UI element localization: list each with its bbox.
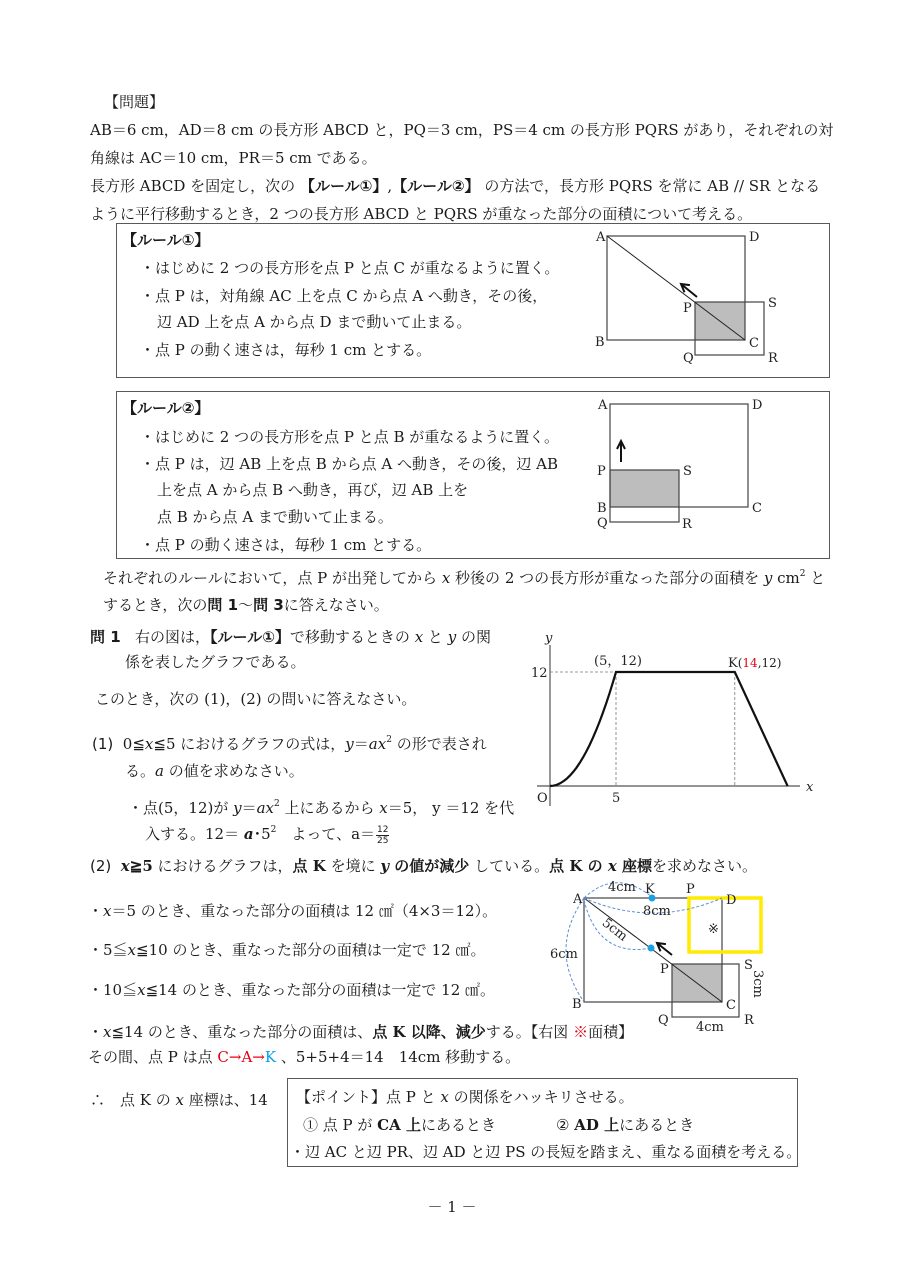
text: CA 上 xyxy=(377,1116,421,1134)
rule2-item: 上を点 A から点 B へ動き，再び，辺 AB 上を xyxy=(157,481,469,499)
var-y: y xyxy=(345,735,354,753)
var-x: x xyxy=(379,799,388,817)
var-ax: ax xyxy=(368,735,387,753)
problem-line-2: 角線は AC＝10 cm，PR＝5 cm である。 xyxy=(90,149,377,167)
text: ・ xyxy=(88,1023,104,1041)
label-r: R xyxy=(744,1013,754,1028)
var-x: x xyxy=(137,981,146,999)
label-d: D xyxy=(726,893,737,908)
conclusion xyxy=(90,1090,268,1110)
text: 上にあるから xyxy=(279,799,380,817)
text: 入する。12＝ xyxy=(145,825,244,843)
rule1-diagram xyxy=(580,222,800,382)
length-ak: 4cm xyxy=(608,880,636,895)
text: の形で表され xyxy=(391,735,487,753)
label-k: K xyxy=(645,882,655,897)
text: している。 xyxy=(469,857,550,875)
point-line-1 xyxy=(296,1087,634,1107)
rule1-item: 辺 AD 上を点 A から点 D まで動いて止まる。 xyxy=(157,313,472,331)
var-y: y xyxy=(447,628,457,646)
var-a: a xyxy=(243,825,254,843)
label-c: C xyxy=(752,501,762,516)
overlap-area xyxy=(610,470,679,507)
rule1-item: ・点 P は，対角線 AC 上を点 C から点 A へ動き，その後， xyxy=(140,287,548,305)
var-x: x xyxy=(440,1088,449,1106)
rule2-item: 点 B から点 A まで動いて止まる。 xyxy=(157,508,393,526)
path-k: K xyxy=(264,1048,277,1066)
path-c-a: C→A→ xyxy=(217,1048,265,1066)
superscript: 2 xyxy=(799,569,806,579)
var-a: a xyxy=(155,762,164,780)
text: ∴ 点 K の xyxy=(90,1091,176,1109)
length-ab: 6cm xyxy=(550,947,578,962)
var-y: y xyxy=(380,857,390,875)
unit: cm xyxy=(772,569,800,587)
label-q: Q xyxy=(597,516,608,531)
text: におけるグラフは， xyxy=(152,857,293,875)
text: に答えなさい。 xyxy=(283,596,389,614)
rule2-item: ・点 P の動く速さは，毎秒 1 cm とする。 xyxy=(140,536,432,554)
length-qr: 4cm xyxy=(696,1020,724,1035)
problem-line-3 xyxy=(90,176,820,196)
var-x: x xyxy=(127,941,137,959)
length-ad: 8cm xyxy=(643,904,671,919)
superscript: 2 xyxy=(270,825,277,835)
sub1-label: (1) xyxy=(92,735,114,753)
k-label: K xyxy=(728,656,738,671)
explanation-line xyxy=(88,940,485,960)
text: よって、a＝ xyxy=(276,825,376,843)
text: の関 xyxy=(456,628,491,646)
graph-line xyxy=(550,672,788,786)
k-x-value: 14 xyxy=(742,656,758,670)
problem-line-4: ように平行移動するとき，2 つの長方形 ABCD と PQRS が重なった部分の面積について考える。 xyxy=(90,205,753,223)
explanation-diagram xyxy=(540,868,780,1038)
point-dot xyxy=(648,945,655,952)
text: 0≦ xyxy=(122,735,145,753)
question1-label: 問 1 xyxy=(90,628,121,646)
label-a: A xyxy=(598,398,608,413)
var-x: x xyxy=(175,1091,184,1109)
question1-line-1 xyxy=(90,627,491,647)
arrow-up-left-icon xyxy=(681,284,697,297)
text: ＝5 のとき、重なった部分の面積は 12 ㎠（4×3＝12）。 xyxy=(111,902,498,920)
text: ～ xyxy=(238,596,254,614)
text: ・点(5，12)が xyxy=(128,799,234,817)
page-number: － 1 － xyxy=(427,1198,477,1216)
highlight-area-box xyxy=(689,898,761,952)
label-d: D xyxy=(752,398,763,413)
label-r: R xyxy=(682,517,692,532)
label-p: P xyxy=(597,464,606,479)
fraction-numerator: 12 xyxy=(377,824,389,835)
label-c: C xyxy=(749,336,759,351)
text: ＝ xyxy=(241,799,257,817)
text: 面積】 xyxy=(588,1023,634,1041)
var-y: y xyxy=(763,569,773,587)
text: , xyxy=(387,177,393,195)
text: 【ポイント】点 P と xyxy=(296,1088,441,1106)
label-p: P xyxy=(683,301,692,316)
var-x: x xyxy=(103,1023,112,1041)
arrow-up-icon xyxy=(617,441,625,462)
text: AD 上 xyxy=(574,1116,620,1134)
label-c: C xyxy=(726,998,736,1013)
length-ap: 5cm xyxy=(598,915,631,945)
label-s: S xyxy=(768,296,777,311)
rule2-item: ・点 P は，辺 AB 上を点 B から点 A へ動き，その後，辺 AB xyxy=(140,455,558,473)
text: と xyxy=(423,628,448,646)
question-ref: 問 3 xyxy=(253,596,284,614)
superscript: 2 xyxy=(274,799,280,809)
y-axis-label: y xyxy=(545,631,553,646)
var-ax: ax xyxy=(256,799,275,817)
rule1-ref: 【ルール①】 xyxy=(299,177,388,195)
text: ≧5 xyxy=(129,857,153,875)
reference-mark: ※ xyxy=(573,1023,589,1041)
explanation-line xyxy=(88,1047,520,1067)
text: ・10≦ xyxy=(88,981,138,999)
label-p-top: P xyxy=(686,882,695,897)
text: する。【右図 xyxy=(485,1023,574,1041)
text: 座標は、14 xyxy=(183,1091,268,1109)
text: 秒後の 2 つの長方形が重なった部分の面積を xyxy=(450,569,764,587)
text: の値を求めなさい。 xyxy=(163,762,304,780)
rule1-title: 【ルール①】 xyxy=(122,231,210,249)
label-r: R xyxy=(768,351,778,366)
label-a: A xyxy=(596,230,606,245)
point-label-5-12: (5，12) xyxy=(594,654,642,669)
text: ≦14 のとき、重なった部分の面積は、 xyxy=(111,1023,373,1041)
var-x: x xyxy=(414,628,424,646)
intro-line-2 xyxy=(103,595,389,615)
k-rest: ,12) xyxy=(757,656,782,670)
text: それぞれのルールにおいて，点 P が出発してから xyxy=(103,569,442,587)
sub1-answer-line-1 xyxy=(128,798,514,818)
text: 点 K 以降、減少 xyxy=(372,1023,486,1041)
text: ＝ xyxy=(353,735,369,753)
text: の関係をハッキリさせる。 xyxy=(448,1088,634,1106)
arrow-up-left-icon xyxy=(657,943,672,955)
point-label-k xyxy=(728,656,781,671)
y-tick-label: 12 xyxy=(531,666,548,681)
var-x: x xyxy=(441,569,451,587)
point-line-3: ・辺 AC と辺 PR、辺 AD と辺 PS の長短を踏まえ、重なる面積を考える。 xyxy=(290,1143,802,1161)
rule2-diagram xyxy=(580,390,800,558)
text: で移動するときの xyxy=(289,628,415,646)
text: 座標 xyxy=(616,857,652,875)
text: ・ xyxy=(88,902,104,920)
text: 右の図は， xyxy=(134,628,210,646)
label-s: S xyxy=(683,464,692,479)
label-q: Q xyxy=(683,351,694,366)
k-open: ( xyxy=(737,656,743,670)
var-x: x xyxy=(103,902,112,920)
intro-line-1 xyxy=(103,568,825,588)
text: ② xyxy=(556,1116,575,1134)
question-ref: 問 1 xyxy=(207,596,239,614)
explanation-line xyxy=(88,980,495,1000)
var-x: x xyxy=(607,857,617,875)
text: 、5+5+4＝14 14cm 移動する。 xyxy=(276,1048,521,1066)
graph xyxy=(515,630,825,810)
text: 長方形 ABCD を固定し，次の xyxy=(90,177,300,195)
rule2-ref: 【ルール②】 xyxy=(392,177,480,195)
label-q: Q xyxy=(658,1013,669,1028)
label-a: A xyxy=(573,892,583,907)
label-b: B xyxy=(572,997,582,1012)
text: するとき，次の xyxy=(103,596,208,614)
rule1-item: ・はじめに 2 つの長方形を点 P と点 C が重なるように置く。 xyxy=(140,259,560,277)
text: にあるとき xyxy=(420,1116,496,1134)
sub1-answer-line-2 xyxy=(145,824,389,844)
problem-line-1: AB＝6 cm，AD＝8 cm の長方形 ABCD と，PQ＝3 cm，PS＝4 cm の長方形 PQRS があり，それぞれの対 xyxy=(90,121,834,139)
rule2-title: 【ルール②】 xyxy=(122,399,210,417)
var-x: x xyxy=(144,735,154,753)
rule1-ref: 【ルール①】 xyxy=(210,628,290,646)
area-mark: ※ xyxy=(708,922,719,937)
question1-line-2: 係を表したグラフである。 xyxy=(125,653,306,671)
text: にあるとき xyxy=(619,1116,695,1134)
text: ･5 xyxy=(253,825,271,843)
x-tick-label: 5 xyxy=(612,791,621,806)
text: ≦10 のとき、重なった部分の面積は一定で 12 ㎠。 xyxy=(136,941,486,959)
sub1-line-2 xyxy=(125,761,304,781)
var-x: x xyxy=(120,857,130,875)
text: の方法で，長方形 PQRS を常に AB // SR となる xyxy=(479,177,821,195)
question1-instruction: このとき，次の (1)，(2) の問いに答えなさい。 xyxy=(95,690,417,708)
text: ＝5， y ＝12 を代 xyxy=(387,799,515,817)
rule2-item: ・はじめに 2 つの長方形を点 P と点 B が重なるように置く。 xyxy=(140,428,559,446)
text: の値が減少 xyxy=(389,857,470,875)
label-b: B xyxy=(595,335,605,350)
text: を境に xyxy=(325,857,381,875)
label-p: P xyxy=(660,962,669,977)
text: その間、点 P は点 xyxy=(88,1048,218,1066)
var-y: y xyxy=(233,799,242,817)
rule1-item: ・点 P の動く速さは，毎秒 1 cm とする。 xyxy=(140,341,432,359)
x-axis-label: x xyxy=(806,780,814,795)
text: る。 xyxy=(125,762,156,780)
text: を求めなさい。 xyxy=(652,857,758,875)
text: 点 K xyxy=(292,857,326,875)
label-d: D xyxy=(749,230,760,245)
superscript: 2 xyxy=(386,735,392,745)
text: 点 K の xyxy=(549,857,608,875)
text: ≦5 におけるグラフの式は， xyxy=(153,735,346,753)
text: ≦14 のとき、重なった部分の面積は一定で 12 ㎠。 xyxy=(145,981,496,999)
label-s: S xyxy=(744,958,753,973)
text: ・5≦ xyxy=(88,941,128,959)
text: ① 点 P が xyxy=(303,1116,378,1134)
problem-heading: 【問題】 xyxy=(104,93,165,111)
label-b: B xyxy=(597,501,607,516)
sub1-line-1 xyxy=(92,734,487,754)
sub2-label: (2) xyxy=(90,857,112,875)
point-line-2b xyxy=(556,1115,694,1135)
point-line-2a xyxy=(303,1115,496,1135)
length-sr: 3cm xyxy=(750,970,765,998)
fraction-denominator: 25 xyxy=(377,835,389,846)
explanation-line xyxy=(88,901,497,921)
diagonal-ac xyxy=(607,236,745,340)
text: と xyxy=(805,569,826,587)
answer-fraction xyxy=(376,825,389,846)
origin-label: O xyxy=(537,791,548,806)
